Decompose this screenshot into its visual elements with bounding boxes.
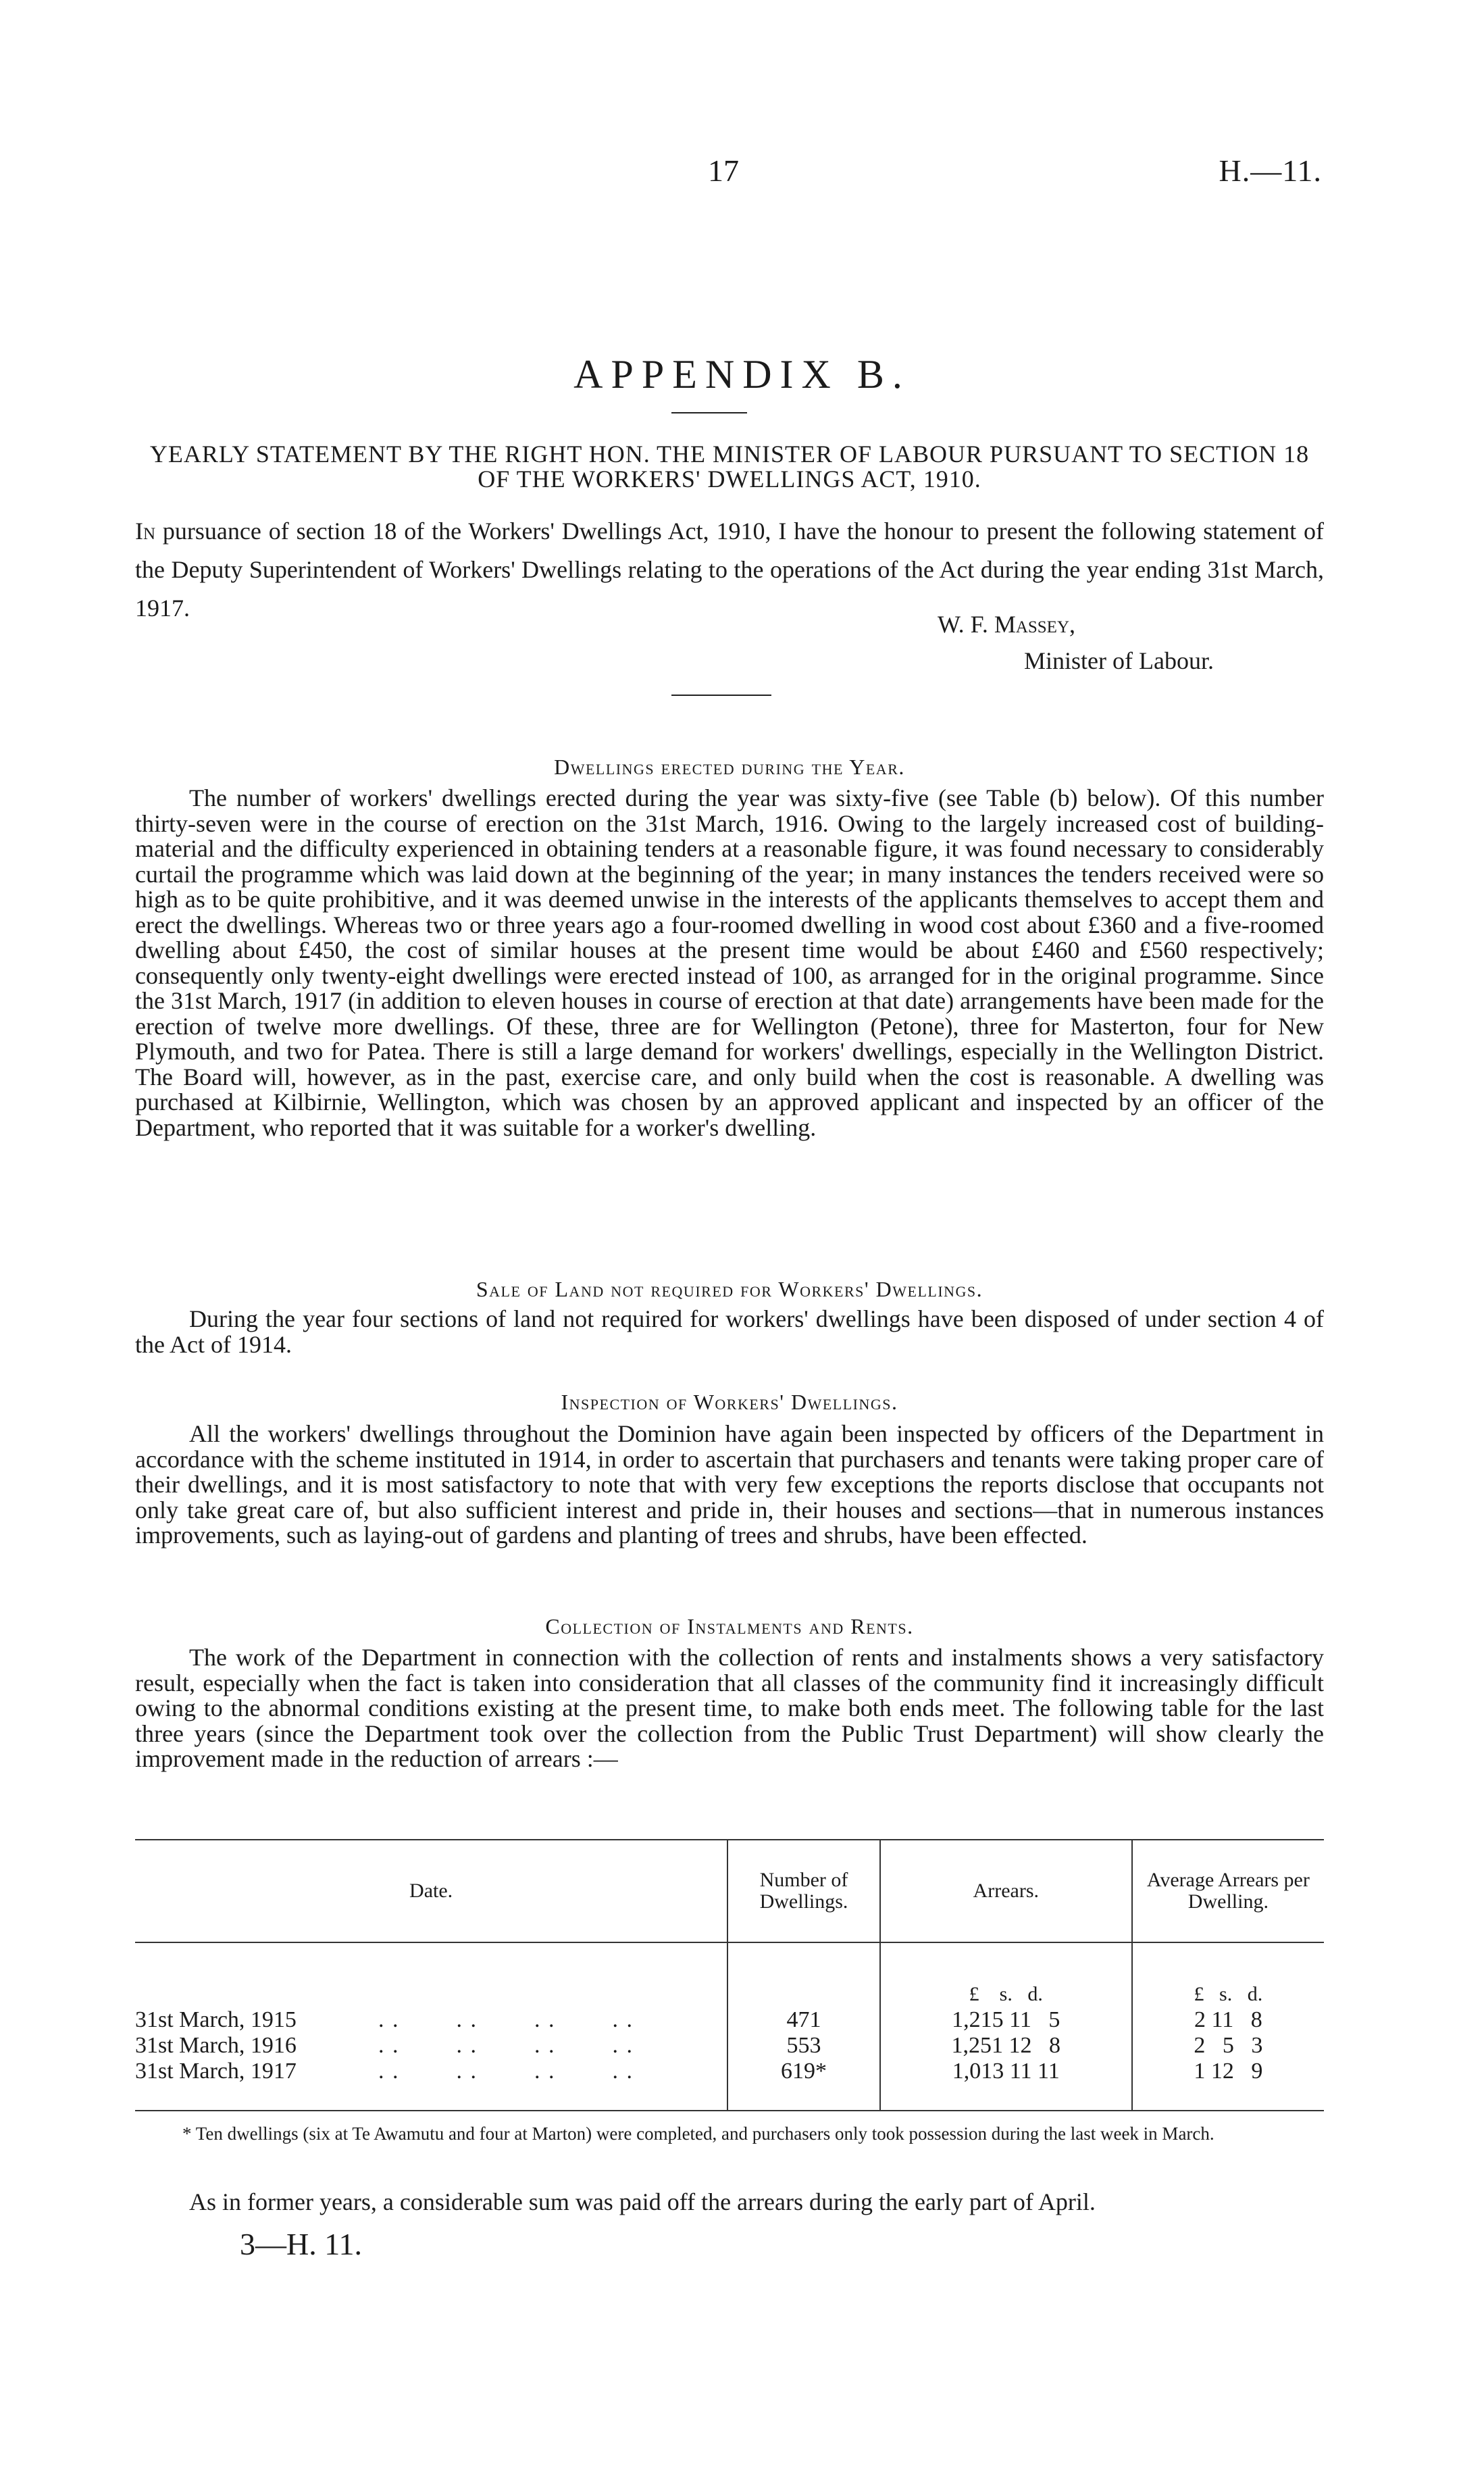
average-cell: 1 12 9 [1132, 2059, 1324, 2084]
section-heading: Dwellings erected during the Year. [554, 755, 905, 779]
table-header-row [135, 1840, 1324, 1942]
table-units-row [135, 1982, 1324, 2007]
section-body: During the year four sections of land not required for workers' dwellings have been disposed of under section 4 of the Act of 1914. [135, 1305, 1324, 1358]
intro-paragraph [135, 512, 1324, 628]
section-body: The work of the Department in connection with the collection of rents and instalments shows a very satisfactory result, especially when the fact is taken into consideration that all classes of the community find it increasingly difficult owing to the abnormal conditions existing at the present time, to make both ends meet. The following table for the last three years (since the Department took over the collection from the Public Trust Department) will show clearly the improvement made in the reduction of arrears :— [135, 1644, 1324, 1772]
table-row [135, 2059, 1324, 2084]
arrears-table [135, 1839, 1324, 2111]
page-number: 17 [708, 153, 739, 188]
arrears-cell: 1,215 11 5 [880, 2007, 1132, 2033]
title-rule [671, 412, 747, 413]
intro-lead: In [135, 518, 156, 545]
column-header: Average Arrears per Dwelling. [1132, 1840, 1324, 1942]
column-header: Date. [135, 1840, 727, 1942]
table-footnote: * Ten dwellings (six at Te Awamutu and four at Marton) were completed, and purchasers only took possession during the last week in March. [182, 2123, 1214, 2144]
average-cell: 2 5 3 [1132, 2033, 1324, 2059]
appendix-title: APPENDIX B. [573, 352, 911, 397]
arrears-cell: 1,251 12 8 [880, 2033, 1132, 2059]
table-row [135, 2033, 1324, 2059]
signature-initials: W. F. [938, 611, 988, 638]
section-heading: Sale of Land not required for Workers' Dwellings. [476, 1277, 983, 1301]
average-cell: 2 11 8 [1132, 2007, 1324, 2033]
section-divider [671, 695, 771, 696]
section-heading: Collection of Instalments and Rents. [545, 1614, 914, 1638]
section-body: The number of workers' dwellings erected during the year was sixty-five (see Table (b) below). Of this number thirty-seven were in the course of erection on the 31st March, 1916. Owing to the largely increased cost of building-material and the difficulty experienced in obtaining tenders at a reasonable figure, it was found necessary to considerably curtail the programme which was laid down at the beginning of the year; in many instances the tenders received were so high as to be quite prohibitive, and it was deemed unwise in the interests of the applicants themselves to accept them and erect the dwellings. Whereas two or three years ago a four-roomed dwelling in wood cost about £360 and a five-roomed dwelling about £450, the cost of similar houses at the present time would be about £460 and £560 respectively; consequently only twenty-eight dwellings were erected instead of 100, as arranged for in the original programme. Since the 31st March, 1917 (in addition to eleven houses in course of erection at that date) arrangements have been made for the erection of twelve more dwellings. Of these, three are for Wellington (Petone), three for Masterton, four for New Plymouth, and two for Patea. There is still a large demand for workers' dwellings, especially in the Wellington District. The Board will, however, as in the past, exercise care, and only build when the cost is reasonable. A dwelling was purchased at Kilbirnie, Wellington, which was chosen by an approved applicant and inspected by an officer of the Department, who reported that it was suitable for a worker's dwelling. [135, 784, 1324, 1141]
signature-title: Minister of Labour. [1024, 647, 1214, 674]
signature-name [938, 610, 1075, 638]
date-cell: 31st March, 1916 . . . . . . . . [135, 2033, 634, 2058]
intro-text: pursuance of section 18 of the Workers' Dwellings Act, 1910, I have the honour to present the following statement of the Deputy Superintendent of Workers' Dwellings relating to the operations of the Act during the year ending 31st March, 1917. [135, 518, 1324, 622]
signature-surname: Massey, [994, 611, 1076, 638]
leader-dots: . . . . . . . . [378, 2059, 634, 2084]
footer-code: 3—H. 11. [240, 2227, 363, 2261]
date-cell: 31st March, 1917 . . . . . . . . [135, 2059, 634, 2084]
average-unit: £ s. d. [1132, 1982, 1324, 2007]
column-header: Number of Dwellings. [727, 1840, 880, 1942]
arrears-cell: 1,013 11 11 [880, 2059, 1132, 2084]
document-code: H.—11. [1219, 153, 1322, 188]
dwellings-cell: 619* [727, 2059, 880, 2084]
leader-dots: . . . . . . . . [378, 2033, 634, 2058]
dwellings-cell: 553 [727, 2033, 880, 2059]
dwellings-cell: 471 [727, 2007, 880, 2033]
table-spacer-row [135, 1942, 1324, 1982]
closing-remark: As in former years, a considerable sum was paid off the arrears during the early part of April. [189, 2188, 1096, 2215]
table-row [135, 2007, 1324, 2033]
column-header: Arrears. [880, 1840, 1132, 1942]
section-body: All the workers' dwellings throughout the Dominion have again been inspected by officers of the Department in accordance with the scheme instituted in 1914, in order to ascertain that purchasers and tenants were taking proper care of their dwellings, and it is most satisfactory to note that with very few exceptions the reports disclose that occupants not only take great care of, but also sufficient interest and pride in, their houses and sections—that in numerous instances improvements, such as laying-out of gardens and planting of trees and shrubs, have been effected. [135, 1420, 1324, 1549]
table-end-row [135, 2084, 1324, 2111]
section-heading: Inspection of Workers' Dwellings. [561, 1390, 898, 1414]
statement-subtitle: YEARLY STATEMENT BY THE RIGHT HON. THE MINISTER OF LABOUR PURSUANT TO SECTION 18 OF THE WORKERS' DWELLINGS ACT, 1910. [149, 441, 1310, 493]
arrears-unit: £ s. d. [880, 1982, 1132, 2007]
leader-dots: . . . . . . . . [378, 2007, 634, 2032]
date-cell: 31st March, 1915 . . . . . . . . [135, 2007, 634, 2032]
